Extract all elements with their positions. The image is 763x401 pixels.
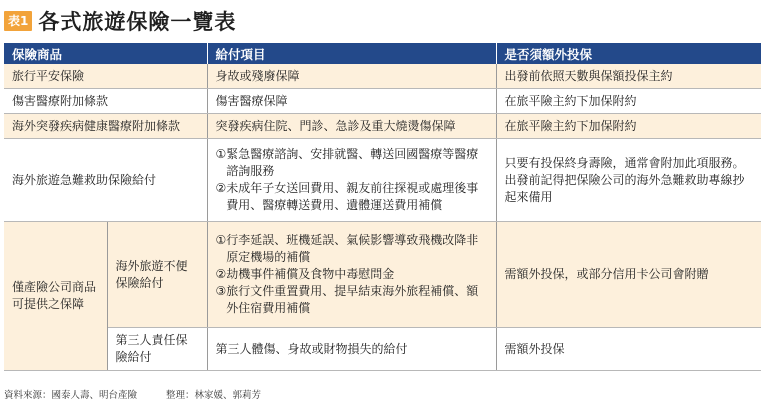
benefit-cell	[207, 222, 496, 328]
group-label-cell: 僅產險公司商品可提供之保障	[4, 222, 107, 371]
benefit-cell: 第三人體傷、身故或財物損失的給付	[207, 328, 496, 371]
item-text: 未成年子女送回費用、親友前往探視或處理後事費用、醫療轉送費用、遺體運送費用補償	[226, 181, 479, 212]
extra-cell: 出發前依照天數與保額投保主約	[496, 64, 761, 89]
page-title: 各式旅遊保險一覽表	[38, 10, 237, 34]
benefit-cell: 突發疾病住院、門診、急診及重大燒燙傷保障	[207, 114, 496, 139]
footer-note	[4, 387, 287, 401]
benefit-item	[216, 146, 488, 180]
product-cell: 海外旅遊急難救助保險給付	[4, 139, 207, 222]
product-cell: 傷害醫療附加條款	[4, 89, 207, 114]
table-number-badge: 表1	[4, 11, 32, 31]
column-header-extra: 是否須額外投保	[496, 43, 761, 64]
product-cell: 海外突發疾病健康醫療附加條款	[4, 114, 207, 139]
extra-cell: 在旅平險主約下加保附約	[496, 114, 761, 139]
benefit-item	[216, 232, 488, 266]
extra-cell: 只要有投保終身壽險，通常會附加此項服務。出發前記得把保險公司的海外急難救助專線抄起來備用	[496, 139, 761, 222]
table-row	[4, 139, 761, 222]
benefit-item	[216, 283, 488, 317]
table-header-row	[4, 43, 761, 64]
benefit-item	[216, 180, 488, 214]
column-header-benefit: 給付項目	[207, 43, 496, 64]
item-text: 劫機事件補償及食物中毒慰問金	[226, 267, 395, 281]
benefit-cell	[207, 139, 496, 222]
extra-cell: 需額外投保，或部分信用卡公司會附贈	[496, 222, 761, 328]
editor-note: 整理：林家媛、郭莉芳	[166, 390, 262, 401]
column-header-product: 保險商品	[4, 43, 207, 64]
table-row	[4, 89, 761, 114]
item-number: ①	[215, 233, 227, 247]
table-row	[4, 222, 761, 328]
benefit-cell: 傷害醫療保障	[207, 89, 496, 114]
item-number: ③	[215, 284, 227, 298]
extra-cell: 需額外投保	[496, 328, 761, 371]
benefit-cell: 身故或殘廢保障	[207, 64, 496, 89]
item-number: ②	[215, 267, 227, 281]
product-cell: 旅行平安保險	[4, 64, 207, 89]
product-cell: 第三人責任保險給付	[107, 328, 207, 371]
insurance-table	[4, 43, 761, 371]
item-text: 旅行文件重置費用、提早結束海外旅程補償、額外住宿費用補償	[226, 284, 479, 315]
benefit-item	[216, 266, 488, 283]
extra-cell: 在旅平險主約下加保附約	[496, 89, 761, 114]
product-cell: 海外旅遊不便保險給付	[107, 222, 207, 328]
item-text: 行李延誤、班機延誤、氣候影響導致飛機改降非原定機場的補償	[226, 233, 479, 264]
table-row	[4, 328, 761, 371]
title-row	[4, 6, 236, 36]
item-number: ①	[215, 147, 227, 161]
table-row	[4, 114, 761, 139]
source-note: 資料來源：國泰人壽、明台產險	[4, 390, 138, 401]
item-number: ②	[215, 181, 227, 195]
table-row	[4, 64, 761, 89]
item-text: 緊急醫療諮詢、安排就醫、轉送回國醫療等醫療諮詢服務	[226, 147, 479, 178]
